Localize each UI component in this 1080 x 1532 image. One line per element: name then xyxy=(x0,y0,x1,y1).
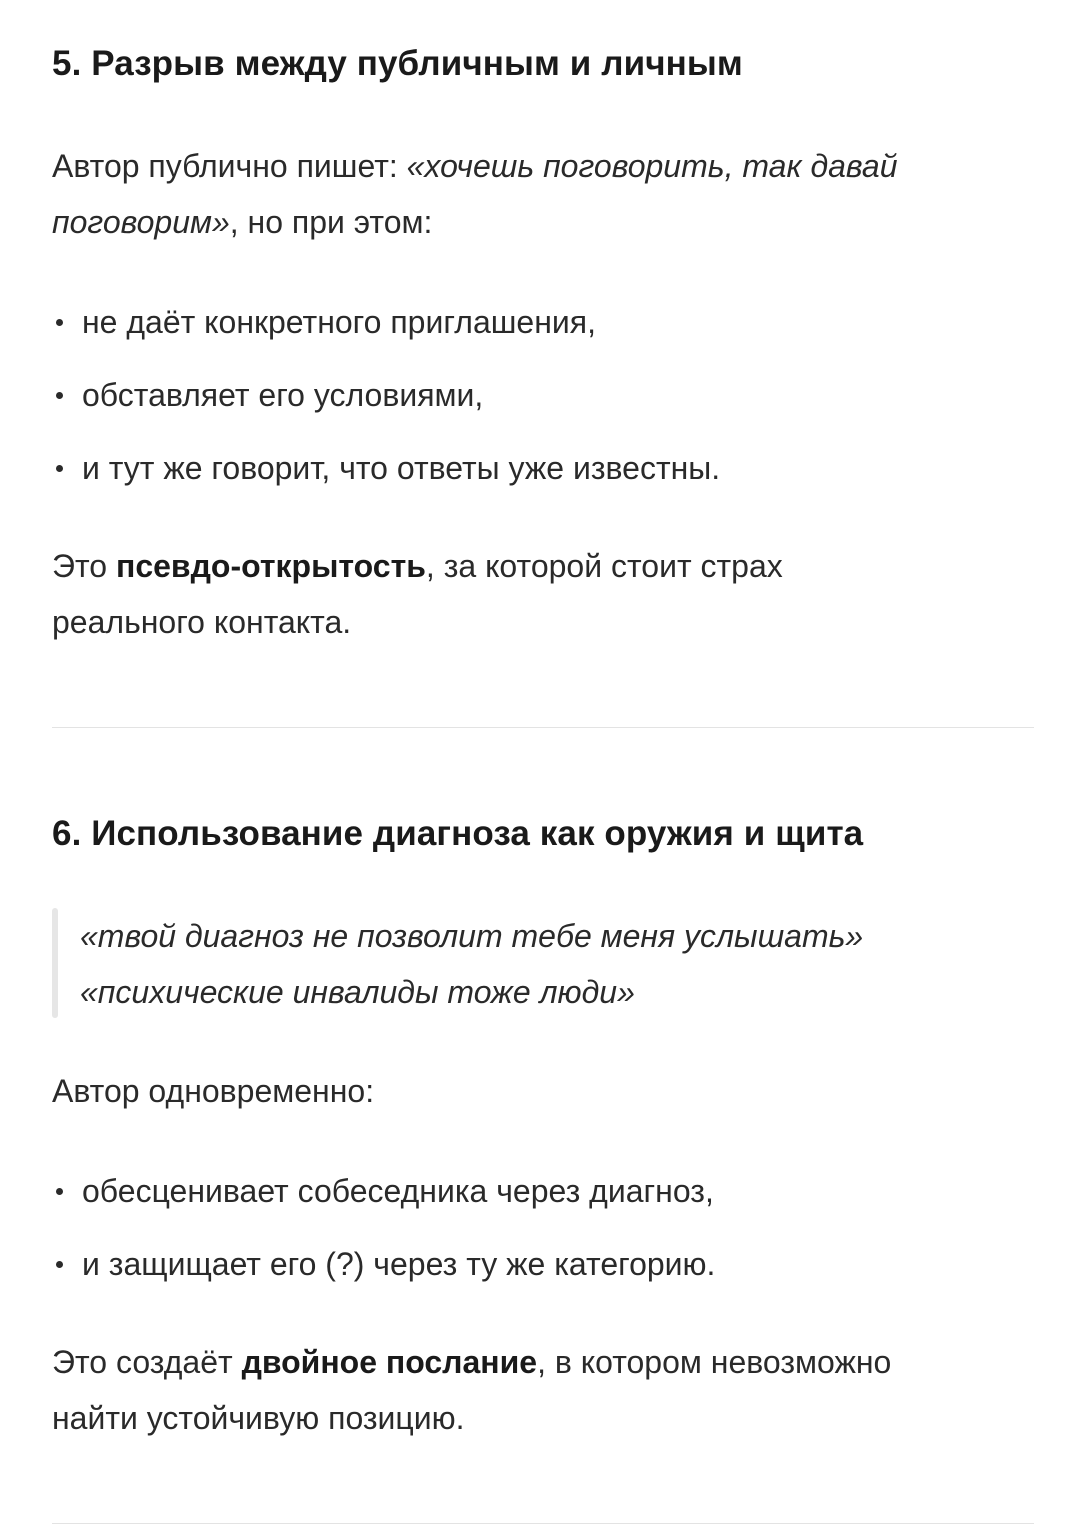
list-item-text: обесценивает собеседника через диагноз, xyxy=(82,1173,714,1209)
quote-block xyxy=(52,908,1034,1018)
section-5-intro xyxy=(52,138,1034,250)
intro-quote-line-1: «хочешь поговорить, так давай xyxy=(406,148,898,184)
conclusion-text: Это xyxy=(52,548,116,584)
conclusion-text-line-2: найти устойчивую позицию. xyxy=(52,1400,465,1436)
list-item-text: и тут же говорит, что ответы уже известны. xyxy=(82,450,721,486)
intro-text: Автор публично пишет: xyxy=(52,148,407,184)
conclusion-text-cont: , в котором невозможно xyxy=(537,1344,892,1380)
bullet-icon xyxy=(56,1188,63,1195)
section-divider xyxy=(52,1523,1034,1524)
intro-text-end: , но при этом: xyxy=(229,204,433,240)
section-5-heading: 5. Разрыв между публичным и личным xyxy=(52,44,743,83)
conclusion-text-cont: , за которой стоит страх xyxy=(425,548,783,584)
section-6-heading: 6. Использование диагноза как оружия и щита xyxy=(52,814,864,853)
intro-quote-line-2: поговорим» xyxy=(52,204,230,240)
bullet-icon xyxy=(56,465,63,472)
quote-bar xyxy=(52,908,58,1018)
conclusion-emphasis: псевдо-открытость xyxy=(115,548,426,584)
list-item-text: и защищает его (?) через ту же категорию. xyxy=(82,1246,716,1282)
list-item xyxy=(52,448,1034,488)
section-6-list xyxy=(52,1171,1034,1317)
quote-line: «психические инвалиды тоже люди» xyxy=(80,974,635,1010)
list-item-text: обставляет его условиями, xyxy=(82,377,484,413)
list-item xyxy=(52,375,1034,415)
conclusion-text-line-2: реального контакта. xyxy=(52,604,352,640)
section-6-conclusion xyxy=(52,1334,1034,1446)
section-6-intro: Автор одновременно: xyxy=(52,1073,375,1109)
section-5-conclusion xyxy=(52,538,1034,650)
bullet-icon xyxy=(56,319,63,326)
list-item xyxy=(52,1244,1034,1284)
quote-line: «твой диагноз не позволит тебе меня услышать» xyxy=(80,918,864,954)
bullet-icon xyxy=(56,392,63,399)
section-5-list xyxy=(52,302,1034,521)
list-item-text: не даёт конкретного приглашения, xyxy=(82,304,596,340)
conclusion-emphasis: двойное послание xyxy=(241,1344,538,1380)
list-item xyxy=(52,1171,1034,1211)
section-divider xyxy=(52,727,1034,728)
list-item xyxy=(52,302,1034,342)
bullet-icon xyxy=(56,1261,63,1268)
conclusion-text: Это создаёт xyxy=(52,1344,242,1380)
